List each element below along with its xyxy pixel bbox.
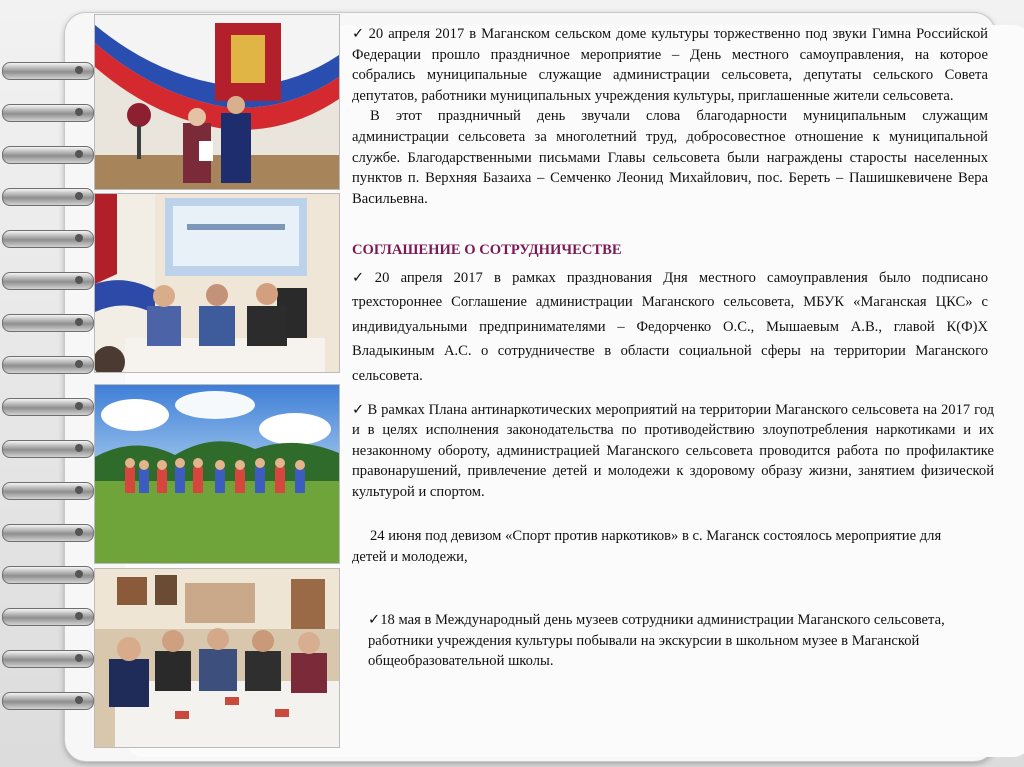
spiral-ring-icon	[2, 146, 94, 164]
photo-sports-group	[94, 384, 340, 564]
checkmark-icon: ✓	[352, 26, 366, 42]
spiral-ring-icon	[2, 62, 94, 80]
spiral-ring-icon	[2, 566, 94, 584]
photo-museum-visit	[94, 568, 340, 748]
spiral-ring-icon	[2, 188, 94, 206]
paragraph-anti-drug-text: В рамках Плана антинаркотических мероприятий на территории Маганского сельсовета на 2017 год и в целях исполнения законодательства по противодействию злоупотребления наркотиками и их незаконному обороту, администрацией Маганского сельсовета проводится работа по профилактике правонарушений, привлечение детей и молодежи к здоровому образу жизни, занятием физической культурой и спортом.	[352, 402, 995, 500]
paragraph-ceremony-text: 20 апреля 2017 в Маганском сельском доме культуры торжественно под звуки Гимна Российской Федерации прошло праздничное мероприятие – День местного самоуправления, на которое собрались муниципальные служащие администрации сельсовета, депутаты сельского Совета депутатов, работники муниципальных учреждения культуры, приглашенные жители сельсовета.	[352, 26, 988, 104]
text-block-anti-drug	[352, 400, 994, 502]
section-heading-agreement: СОГЛАШЕНИЕ О СОТРУДНИЧЕСТВЕ	[352, 242, 622, 258]
spiral-ring-icon	[2, 608, 94, 626]
spiral-ring-icon	[2, 524, 94, 542]
paragraph-anti-drug	[352, 400, 994, 502]
spiral-ring-icon	[2, 272, 94, 290]
paragraph-museum-text: 18 мая в Международный день музеев сотрудники администрации Маганского сельсовета, работники учреждения культуры побывали на экскурсии в школьном музее в Маганской общеобразовательной школы.	[368, 612, 945, 670]
photo-ceremony-stage	[94, 14, 340, 190]
paragraph-museum	[368, 610, 968, 672]
paragraph-agreement	[352, 266, 988, 388]
spiral-ring-icon	[2, 104, 94, 122]
text-block-museum-day	[368, 610, 968, 672]
text-block-local-government-day	[352, 24, 988, 209]
spiral-ring-icon	[2, 482, 94, 500]
checkmark-icon: ✓	[352, 402, 365, 418]
text-block-agreement	[352, 266, 988, 388]
paragraph-agreement-text: 20 апреля 2017 в рамках празднования Дня местного самоуправления было подписано трехстороннее Соглашение администрации Маганского сельсовета, МБУК «Маганская ЦКС» с индивидуальными предпринимателями – Федорченко О.С., Мышаевым А.В., главой К(Ф)Х Владыкиным А.С. о сотрудничестве в области социальной сферы на территории Маганского сельсовета.	[352, 270, 989, 384]
paragraph-sports-event: 24 июня под девизом «Спорт против наркотиков» в с. Маганск состоялось мероприятие для детей и молодежи,	[352, 528, 942, 565]
checkmark-icon: ✓	[352, 270, 372, 286]
spiral-ring-icon	[2, 230, 94, 248]
paragraph-ceremony	[352, 24, 988, 106]
spiral-ring-icon	[2, 398, 94, 416]
checkmark-icon: ✓	[368, 612, 381, 628]
spiral-ring-icon	[2, 440, 94, 458]
spiral-ring-icon	[2, 356, 94, 374]
photo-agreement-signing	[94, 193, 340, 373]
spiral-ring-icon	[2, 692, 94, 710]
spiral-ring-icon	[2, 314, 94, 332]
paragraph-gratitude: В этот праздничный день звучали слова благодарности муниципальным служащим администрации сельсовета за многолетний труд, добросовестное отношение к муниципальной службе. Благодарственными письмами Главы сельсовета были награждены старосты населенных пунктов п. Верхняя Базаиха – Семченко Леонид Михайлович, пос. Береть – Пашишкевичене Вера Васильевна.	[352, 108, 988, 207]
spiral-ring-icon	[2, 650, 94, 668]
